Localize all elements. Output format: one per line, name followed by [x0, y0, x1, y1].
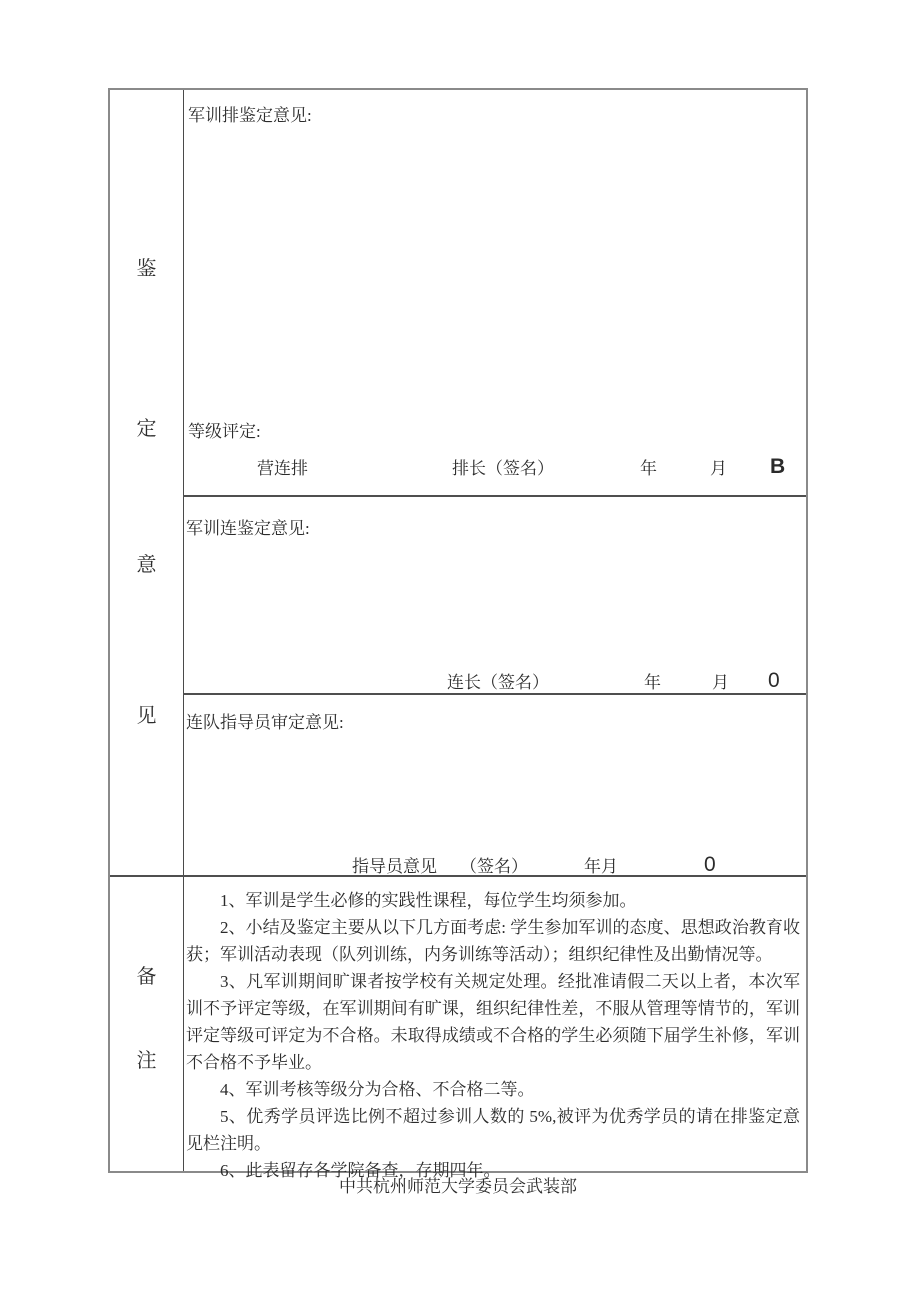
remarks-row-divider-line: [110, 875, 806, 877]
company-value: 0: [768, 669, 780, 692]
side-label-char-yi: 意: [136, 554, 157, 576]
appraisal-form-table: [108, 88, 808, 1180]
platoon-grade-value: B: [770, 455, 786, 478]
platoon-month-label: 月: [710, 459, 727, 478]
platoon-company-row-divider-line: [183, 495, 806, 497]
platoon-org-label: 营连排: [257, 459, 308, 478]
platoon-appraisal-title: 军训排鉴定意见:: [188, 106, 312, 125]
remark-note-3: 3、凡军训期间旷课者按学校有关规定处理。经批准请假二天以上者，本次军训不予评定等级，在军训期间有旷课，组织纪律性差，不服从管理等情节的，军训评定等级可评定为不合格。未取得成绩或不合格的学生必须随下届学生补修，军训不合格不予毕业。: [186, 972, 800, 1072]
remark-note-6: 6、此表留存各学院备查，存期四年。: [220, 1161, 501, 1180]
remark-note-1: 1、军训是学生必修的实践性课程，每位学生均须参加。: [220, 891, 637, 910]
instructor-opinion-label: 指导员意见: [352, 857, 437, 876]
grade-evaluation-label: 等级评定:: [188, 422, 261, 441]
platoon-year-label: 年: [640, 459, 657, 478]
instructor-year-month-label: 年月: [584, 857, 618, 876]
side-label-char-ding: 定: [136, 418, 157, 440]
side-label-char-jian2: 见: [136, 705, 157, 727]
side-label-char-jian: 鉴: [136, 258, 157, 280]
company-appraisal-title: 军训连鉴定意见:: [186, 519, 310, 538]
company-month-label: 月: [712, 673, 729, 692]
issuing-department-footer: 中共杭州师范大学委员会武装部: [339, 1177, 577, 1196]
side-label-char-zhu: 注: [136, 1050, 157, 1072]
company-leader-signature-label: 连长（签名）: [447, 673, 549, 692]
left-column-divider-line: [183, 90, 184, 1171]
instructor-signature-label: （签名）: [460, 857, 528, 876]
instructor-value: 0: [704, 853, 716, 876]
company-year-label: 年: [644, 673, 661, 692]
platoon-leader-signature-label: 排长（签名）: [452, 459, 554, 478]
side-label-char-bei: 备: [136, 966, 157, 988]
remark-note-4: 4、军训考核等级分为合格、不合格二等。: [220, 1080, 535, 1099]
remarks-notes-block: [186, 887, 800, 1184]
instructor-review-title: 连队指导员审定意见:: [186, 713, 344, 732]
remark-note-2: 2、小结及鉴定主要从以下几方面考虑: 学生参加军训的态度、思想政治教育收获；军训活动表现（队列训练，内务训练等活动）；组织纪律性及出勤情况等。: [186, 918, 800, 964]
remark-note-5: 5、优秀学员评选比例不超过参训人数的 5%,被评为优秀学员的请在排鉴定意见栏注明。: [186, 1107, 800, 1153]
